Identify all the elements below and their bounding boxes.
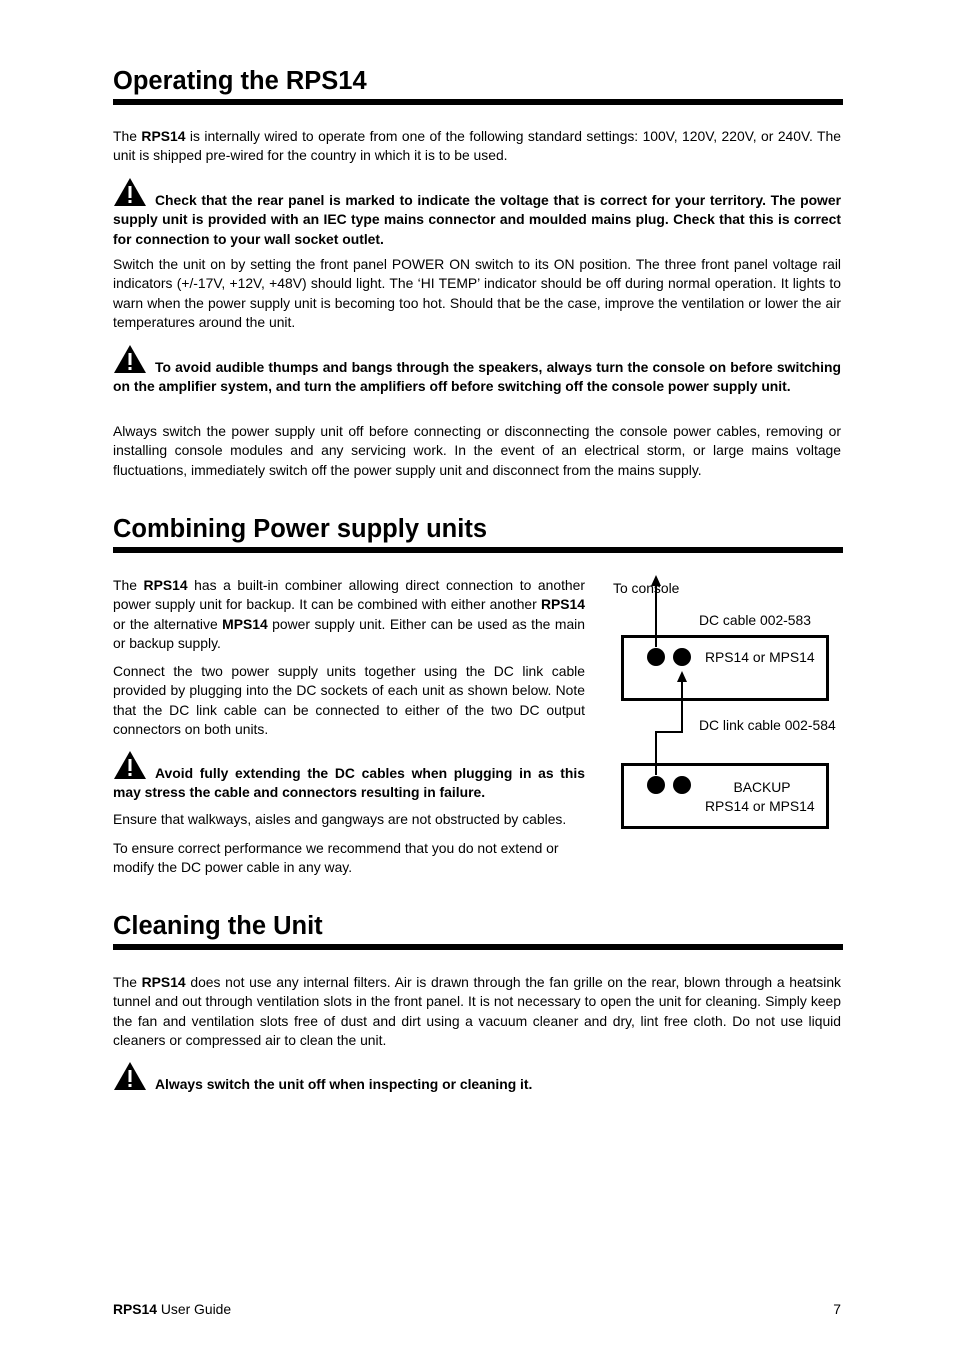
combining-paragraph-2: Connect the two power supply units together using the DC link cable provided by plugging into the DC sockets of each unit as shown below. Note that the DC link cable can be connected to either of the two DC output connectors on both units. [113,663,585,738]
dc-link-label: DC link cable 002-584 [699,717,836,733]
operating-paragraph-3: Always switch the power supply unit off before connecting or disconnecting the console power cables, removing or installing console modules and any servicing work. In the event of an electrical storm, or large mains voltage fluctuations, immediately switch off the power supply unit and disconnect from the mains supply. [113,423,841,478]
combining-paragraph-3: Ensure that walkways, aisles and gangways are not obstructed by cables. [113,811,567,827]
dc-cable-label: DC cable 002-583 [699,612,811,628]
warning-triangle-icon [113,344,147,374]
cleaning-warning: Always switch the unit off when inspecting or cleaning it. [113,1061,841,1094]
warning-triangle-icon [113,750,147,780]
combining-paragraph-1: The RPS14 has a built-in combiner allowing direct connection to another power supply unit for backup. It can be combined with either another RPS14 or the alternative MPS14 power supply unit. Either can be used as the main or backup supply. [113,577,586,652]
heading-cleaning: Cleaning the Unit [113,911,843,950]
backup-label-line2: RPS14 or MPS14 [705,798,815,814]
combining-warning: Avoid fully extending the DC cables when plugging in as this may stress the cable and connectors resulting in failure. [113,750,585,803]
warning-triangle-icon [113,1061,147,1091]
cleaning-paragraph-1: The RPS14 does not use any internal filters. Air is drawn through the fan grille on the rear, blown through a heatsink tunnel and out through ventilation slots in the front panel. It is not necessary to open the unit for cleaning. Simply keep the fan and ventilation slots free of dust and dirt using a vacuum cleaner and dry, lint free cloth. Do not use liquid cleaners or compressed air to clean the unit. [113,974,842,1049]
operating-paragraph-1: The RPS14 is internally wired to operate from one of the following standard settings: 100V, 120V, 220V, or 240V. The unit is shipped pre-wired for the country in which it is to be used. [113,128,841,164]
footer-title: RPS14 User Guide [113,1301,232,1317]
warning-triangle-icon [113,177,147,207]
combining-paragraph-4: To ensure correct performance we recommend that you do not extend or modify the DC power cable in any way. [113,840,559,876]
backup-label-line1: BACKUP [733,779,791,795]
operating-paragraph-2: Switch the unit on by setting the front panel POWER ON switch to its ON position. The three front panel voltage rail indicators (+/-17V, +12V, +48V) should light. The ‘HI TEMP’ indicator should be off during normal operation. It lights to warn when the power supply unit is becoming too hot. Should that be the case, improve the ventilation or lower the air temperatures around the unit. [113,256,841,331]
document-page [113,0,841,1351]
heading-combining: Combining Power supply units [113,514,843,553]
connection-diagram [608,575,848,840]
page-number: 7 [833,1301,841,1317]
operating-warning-1: Check that the rear panel is marked to indicate the voltage that is correct for your territory. The power supply unit is provided with an IEC type mains connector and moulded mains plug. Check that this is correct for connection to your wall socket outlet. [113,177,841,249]
to-console-label: To console [613,580,680,596]
backup-unit-box [621,763,829,829]
main-unit-box [621,635,829,701]
main-unit-label: RPS14 or MPS14 [705,649,815,665]
operating-warning-2: To avoid audible thumps and bangs through the speakers, always turn the console on before switching on the amplifier system, and turn the amplifiers off before switching off the console power supply unit. [113,344,841,397]
heading-operating: Operating the RPS14 [113,66,843,105]
